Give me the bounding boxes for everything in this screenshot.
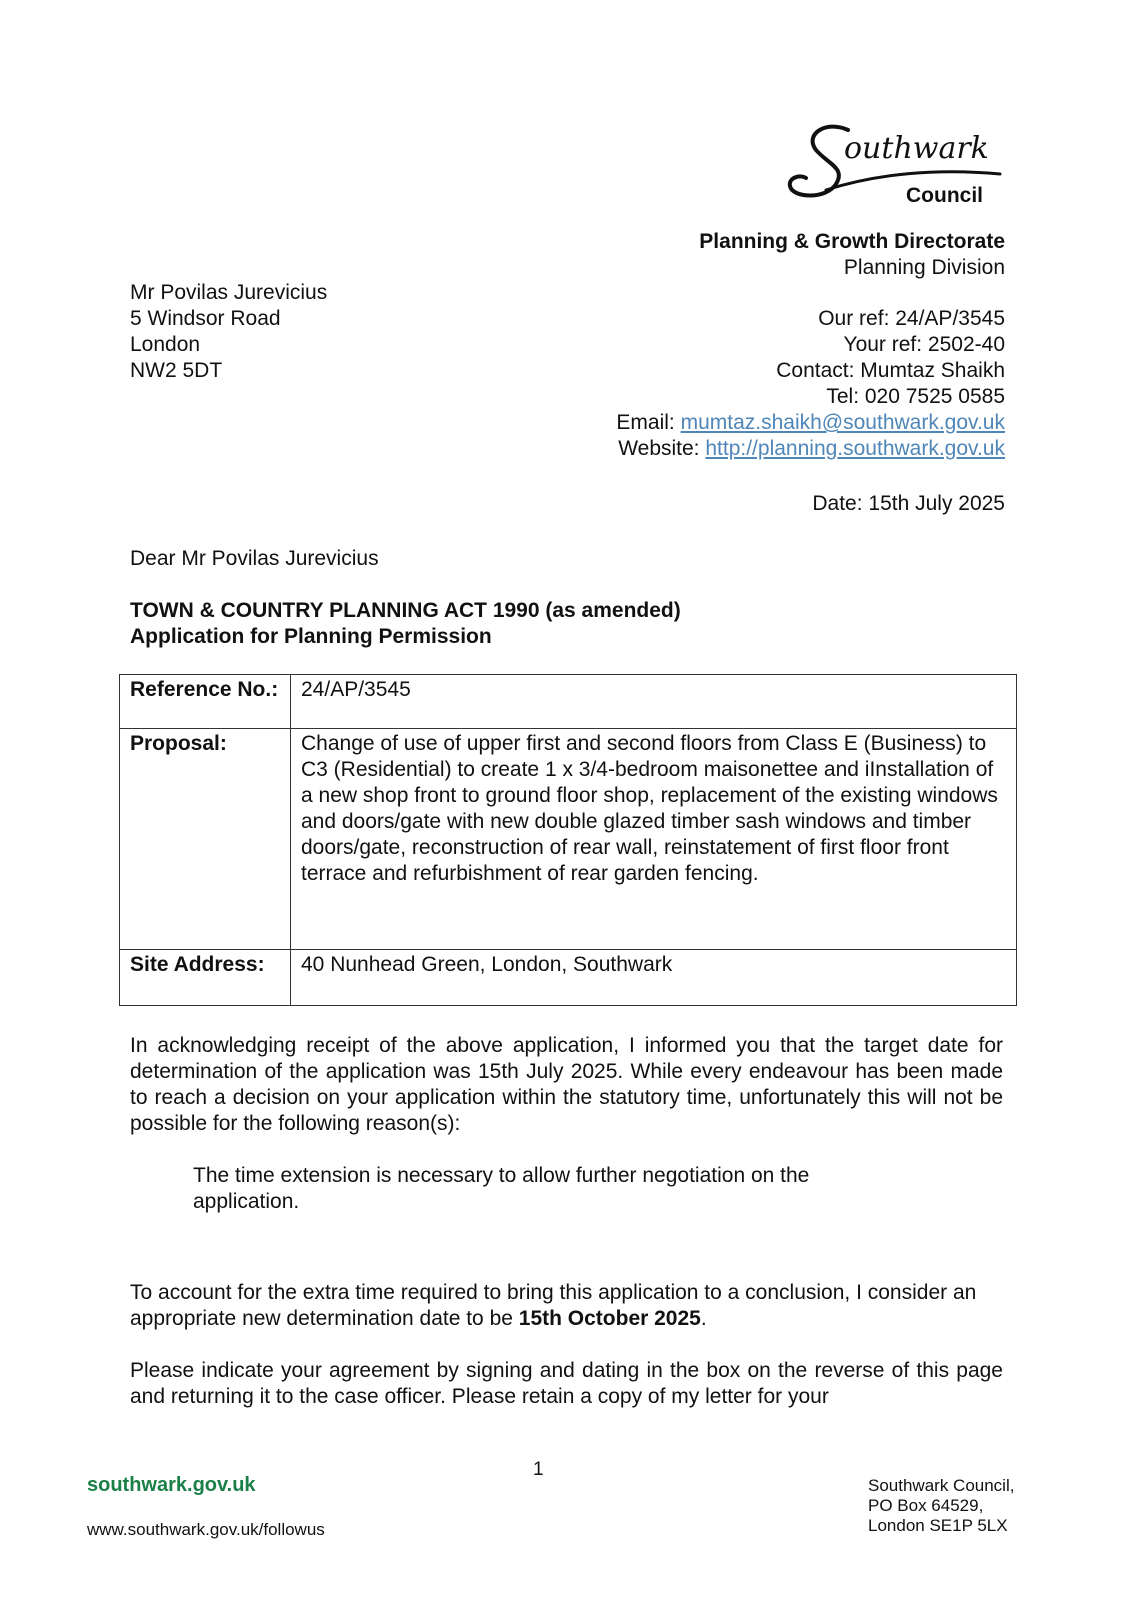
footer-followus-link[interactable]: www.southwark.gov.uk/followus <box>87 1520 325 1539</box>
salutation: Dear Mr Povilas Jurevicius <box>130 547 379 570</box>
act-title: TOWN & COUNTRY PLANNING ACT 1990 (as amended) <box>130 599 681 622</box>
contact-name: Contact: Mumtaz Shaikh <box>776 359 1005 382</box>
footer-address-line: Southwark Council, <box>868 1476 1015 1495</box>
department-block <box>699 229 1005 281</box>
table-row <box>120 729 1017 950</box>
your-ref: Your ref: 2502-40 <box>843 333 1005 356</box>
email-link[interactable]: mumtaz.shaikh@southwark.gov.uk <box>680 411 1005 434</box>
table-row <box>120 950 1017 1006</box>
southwark-logo-icon <box>786 112 1006 208</box>
email-label: Email: <box>616 411 681 434</box>
site-address-label: Site Address: <box>120 950 291 1006</box>
recipient-city: London <box>130 333 201 356</box>
telephone: Tel: 020 7525 0585 <box>826 385 1005 408</box>
paragraph-agreement: Please indicate your agreement by signing and dating in the box on the reverse of this page and returning it to the case officer. Please retain a copy of my letter for your <box>130 1359 1003 1408</box>
new-determination-date: 15th October 2025 <box>518 1307 701 1330</box>
website-label: Website: <box>618 437 706 460</box>
application-type: Application for Planning Permission <box>130 625 492 648</box>
paragraph-new-date <box>130 1280 1003 1332</box>
new-date-text: To account for the extra time required to bring this application to a conclusion, I consider an appropriate new determination date to be <box>130 1281 977 1330</box>
reference-block <box>616 306 1005 462</box>
recipient-street: 5 Windsor Road <box>130 307 281 330</box>
proposal-label: Proposal: <box>120 729 291 950</box>
recipient-name: Mr Povilas Jurevicius <box>130 281 328 304</box>
letter-date: Date: 15th July 2025 <box>812 492 1005 515</box>
reference-value: 24/AP/3545 <box>291 675 1017 729</box>
page-number: 1 <box>533 1459 544 1480</box>
footer-council-address <box>868 1476 1014 1536</box>
website-line <box>616 436 1005 462</box>
website-link[interactable]: http://planning.southwark.gov.uk <box>705 437 1005 460</box>
paragraph-acknowledgement: In acknowledging receipt of the above application, I informed you that the target date for determination of the application was 15th July 2025. While every endeavour has been made to reach a decision on your application within the statutory time, unfortunately this will not be possible for the following reason(s): <box>130 1034 1003 1135</box>
proposal-value: Change of use of upper first and second floors from Class E (Business) to C3 (Residential) to create 1 x 3/4-bedroom maisonettee and iInstallation of a new shop front to ground floor shop, replacement of the existing windows and doors/gate with new double glazed timber sash windows and timber doors/gate, reconstruction of rear wall, reinstatement of first floor front terrace and refurbishment of rear garden fencing. <box>291 729 1017 950</box>
svg-text:outhwark: outhwark <box>844 131 989 166</box>
footer-website-link[interactable]: southwark.gov.uk <box>87 1474 256 1496</box>
recipient-postcode: NW2 5DT <box>130 359 223 382</box>
recipient-address <box>130 280 327 384</box>
footer-address-line: PO Box 64529, <box>868 1496 984 1515</box>
extension-reason: The time extension is necessary to allow further negotiation on the application. <box>193 1164 810 1213</box>
application-details-table <box>119 674 1017 1006</box>
division-name: Planning Division <box>843 256 1005 279</box>
directorate-name: Planning & Growth Directorate <box>699 230 1005 253</box>
table-row <box>120 675 1017 729</box>
reference-label: Reference No.: <box>120 675 291 729</box>
email-line <box>616 410 1005 436</box>
footer-address-line: London SE1P 5LX <box>868 1516 1008 1535</box>
southwark-council-logo <box>786 112 1006 208</box>
period: . <box>700 1307 707 1330</box>
letter-heading <box>130 598 681 650</box>
site-address-value: 40 Nunhead Green, London, Southwark <box>291 950 1017 1006</box>
our-ref: Our ref: 24/AP/3545 <box>818 307 1005 330</box>
svg-text:Council: Council <box>906 184 983 207</box>
